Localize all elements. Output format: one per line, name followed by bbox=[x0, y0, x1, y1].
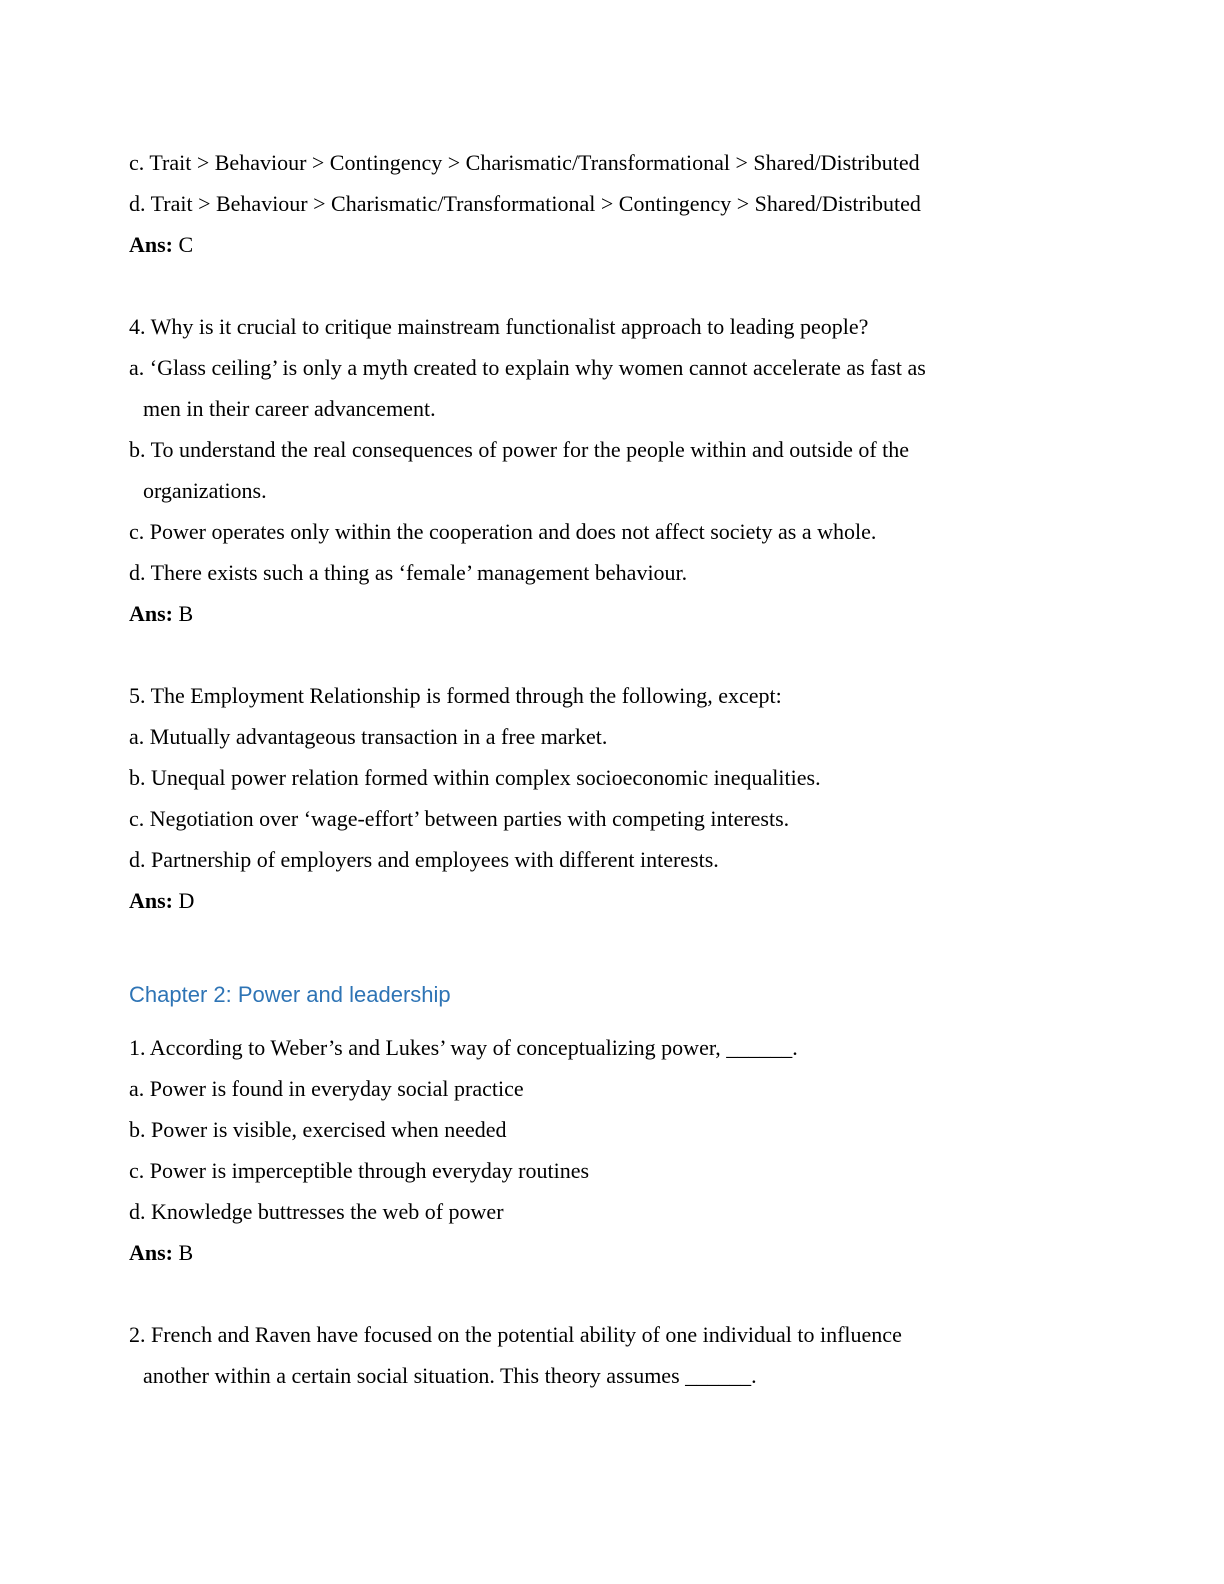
q5-answer bbox=[129, 880, 1029, 921]
q4-option-c: c. Power operates only within the cooperation and does not affect society as a whole. bbox=[129, 519, 877, 544]
q5-question: 5. The Employment Relationship is formed through the following, except: bbox=[129, 683, 782, 708]
answer-label: Ans: bbox=[129, 1240, 174, 1265]
ch2-q1-option-d: d. Knowledge buttresses the web of power bbox=[129, 1199, 504, 1224]
q5-option-a: a. Mutually advantageous transaction in a free market. bbox=[129, 724, 608, 749]
q3-answer bbox=[129, 224, 1029, 265]
answer-label: Ans: bbox=[129, 232, 174, 257]
ch2-q1-question: 1. According to Weber’s and Lukes’ way of conceptualizing power, ______. bbox=[129, 1035, 798, 1060]
ch2-q1-option-b: b. Power is visible, exercised when needed bbox=[129, 1117, 507, 1142]
document-page bbox=[129, 142, 1029, 1396]
ch2-q1-answer bbox=[129, 1232, 1029, 1273]
ch2-q1-option-c: c. Power is imperceptible through everyday routines bbox=[129, 1158, 590, 1183]
spacer bbox=[129, 634, 1029, 675]
answer-value: C bbox=[173, 232, 194, 257]
answer-value: D bbox=[173, 888, 195, 913]
q4-option-b: b. To understand the real consequences of power for the people within and outside of the bbox=[129, 437, 910, 462]
spacer bbox=[129, 1273, 1029, 1314]
q3-option-d: d. Trait > Behaviour > Charismatic/Transformational > Contingency > Shared/Distributed bbox=[129, 191, 921, 216]
answer-label: Ans: bbox=[129, 601, 174, 626]
q4-option-a: a. ‘Glass ceiling’ is only a myth created to explain why women cannot accelerate as fast as bbox=[129, 355, 926, 380]
q4-question: 4. Why is it crucial to critique mainstream functionalist approach to leading people? bbox=[129, 314, 869, 339]
answer-value: B bbox=[173, 601, 194, 626]
answer-value: B bbox=[173, 1240, 194, 1265]
ch2-q1-option-a: a. Power is found in everyday social practice bbox=[129, 1076, 524, 1101]
q3-option-c: c. Trait > Behaviour > Contingency > Charismatic/Transformational > Shared/Distributed bbox=[129, 150, 920, 175]
spacer bbox=[129, 921, 1029, 962]
q4-option-b-continued: organizations. bbox=[143, 478, 267, 503]
ch2-q2-question-continued: another within a certain social situation. This theory assumes ______. bbox=[143, 1363, 757, 1388]
q4-answer bbox=[129, 593, 1029, 634]
q5-option-b: b. Unequal power relation formed within complex socioeconomic inequalities. bbox=[129, 765, 821, 790]
answer-label: Ans: bbox=[129, 888, 174, 913]
ch2-q2-question: 2. French and Raven have focused on the potential ability of one individual to influence bbox=[129, 1322, 902, 1347]
q5-option-d: d. Partnership of employers and employees with different interests. bbox=[129, 847, 719, 872]
q4-option-a-continued: men in their career advancement. bbox=[143, 396, 436, 421]
q5-option-c: c. Negotiation over ‘wage-effort’ between parties with competing interests. bbox=[129, 806, 790, 831]
spacer bbox=[129, 265, 1029, 306]
q4-option-d: d. There exists such a thing as ‘female’ management behaviour. bbox=[129, 560, 688, 585]
chapter-heading: Chapter 2: Power and leadership bbox=[129, 982, 451, 1007]
